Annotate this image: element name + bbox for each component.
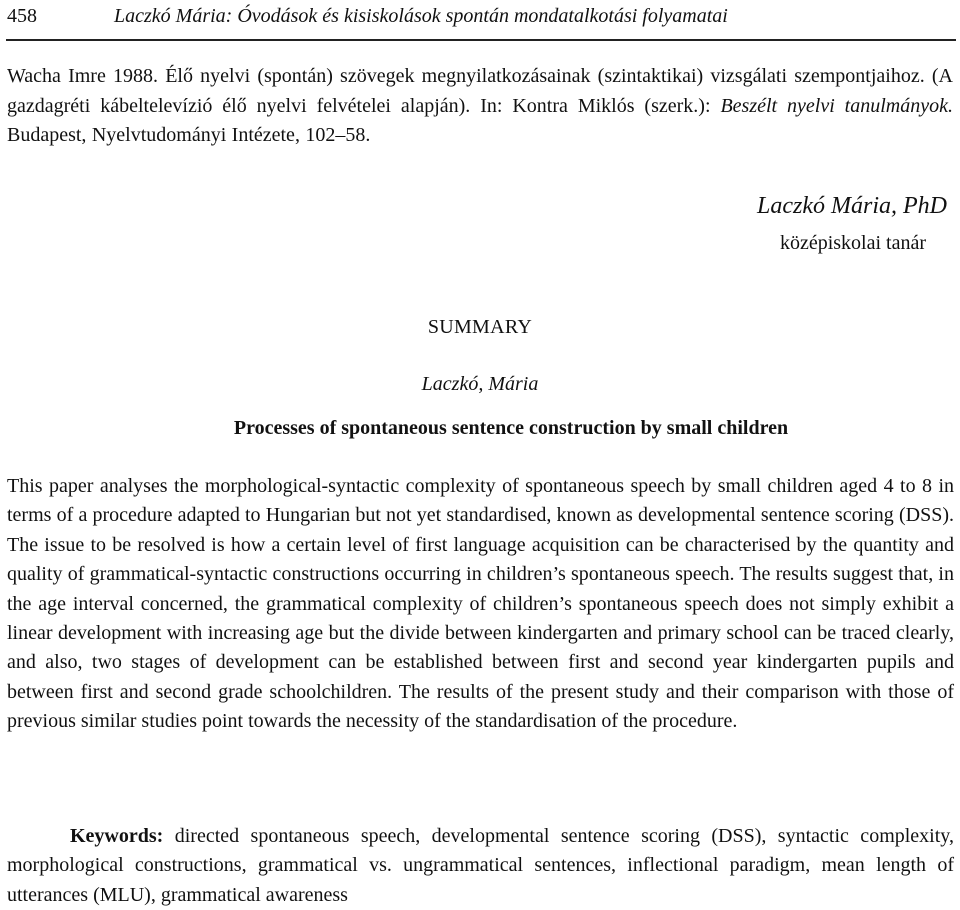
reference-prefix: Wacha Imre 1988. Élő nyelvi (spontán) szövegek megnyilatkozásainak (szintaktikai) vizsgálati szempontjaihoz. (A gazdagréti kábeltelevízió élő nyelvi felvételei alapján). In: Kontra Miklós (szerk.): [7, 65, 953, 117]
author-name: Laczkó Mária, PhD [757, 193, 947, 219]
keywords-text: directed spontaneous speech, developmental sentence scoring (DSS), syntactic complexity, morphological constructions, grammatical vs. ungrammatical sentences, inflectional paradigm, mean length of utterances (MLU), grammatical awareness [7, 825, 954, 906]
reference-entry [7, 62, 953, 151]
reference-suffix: Budapest, Nyelvtudományi Intézete, 102–58. [7, 124, 371, 146]
header-rule [6, 39, 956, 41]
summary-title: Processes of spontaneous sentence construction by small children [233, 417, 789, 439]
abstract-paragraph: This paper analyses the morphological-syntactic complexity of spontaneous speech by small children aged 4 to 8 in terms of a procedure adapted to Hungarian but not yet standardised, known as developmental sentence scoring (DSS). The issue to be resolved is how a certain level of first language acquisition can be characterised by the quantity and quality of grammatical-syntactic constructions occurring in children’s spontaneous speech. The results suggest that, in the age interval concerned, the grammatical complexity of children’s spontaneous speech does not simply exhibit a linear development with increasing age but the divide between kindergarten and primary school can be traced clearly, and also, two stages of development can be established between first and second year kindergarten pupils and between first and second grade schoolchildren. The results of the present study and their comparison with those of previous similar studies point towards the necessity of the standardisation of the procedure. [7, 475, 954, 733]
summary-author: Laczkó, Mária [421, 373, 539, 395]
running-title: Laczkó Mária: Óvodások és kisiskolások spontán mondatalkotási folyamatai [114, 5, 728, 27]
page-number: 458 [7, 5, 37, 27]
author-block [757, 190, 953, 258]
summary-heading: SUMMARY [427, 316, 533, 338]
keywords-paragraph [7, 822, 954, 910]
reference-book-title: Beszélt nyelvi tanulmányok. [720, 94, 953, 117]
author-role: középiskolai tanár [779, 232, 926, 254]
keywords-label: Keywords: [70, 825, 164, 847]
page-header [7, 0, 957, 36]
